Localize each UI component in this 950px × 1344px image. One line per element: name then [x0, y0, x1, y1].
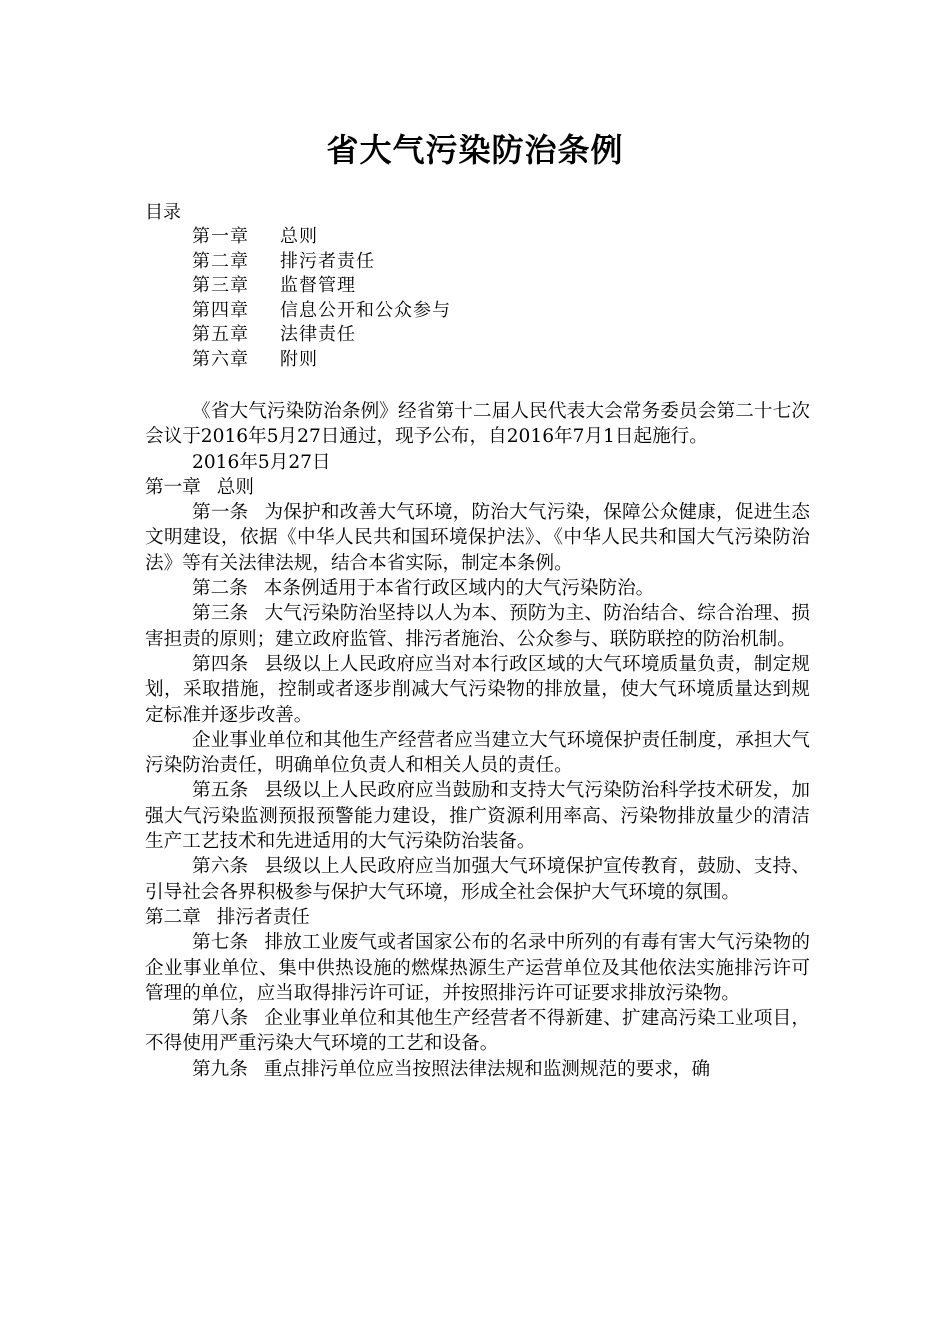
- table-of-contents: [192, 225, 451, 373]
- article-text: 大气污染防治坚持以人为本、预防为主、防治结合、综合治理、损害担责的原则；建立政府监管、排污者施治、公众参与、联防联控的防治机制。: [145, 603, 810, 650]
- article-paragraph: [145, 854, 810, 905]
- article-text: 为保护和改善大气环境，防治大气污染，保障公众健康，促进生态文明建设，依据《中华人民共和国环境保护法》、《中华人民共和国大气污染防治法》等有关法律法规，结合本省实际，制定本条例。: [145, 502, 810, 574]
- toc-chapter-number: 第三章: [192, 275, 249, 297]
- toc-chapter-number: 第五章: [192, 324, 249, 346]
- article-text: 排放工业废气或者国家公布的名录中所列的有毒有害大气污染物的企业事业单位、集中供热设施的燃煤热源生产运营单位及其他依法实施排污许可管理的单位，应当取得排污许可证，并按照排污许可证要求排放污染物。: [145, 932, 810, 1004]
- article-continuation-paragraph: 企业事业单位和其他生产经营者应当建立大气环境保护责任制度，承担大气污染防治责任，明确单位负责人和相关人员的责任。: [145, 729, 810, 777]
- article-label: 第三条: [192, 603, 249, 625]
- chapter-name: 排污者责任: [216, 906, 310, 928]
- toc-chapter-name: 总则: [280, 226, 318, 247]
- article-text: 企业事业单位和其他生产经营者不得新建、扩建高污染工业项目，不得使用严重污染大气环境的工艺和设备。: [145, 1008, 810, 1055]
- article-label: 第八条: [192, 1008, 249, 1030]
- article-paragraph: [145, 1006, 810, 1057]
- article-label: 第七条: [192, 932, 249, 954]
- article-paragraph: [145, 500, 810, 576]
- toc-item: [192, 250, 451, 275]
- article-label: 第九条: [192, 1058, 248, 1080]
- toc-chapter-number: 第一章: [192, 226, 249, 247]
- article-label: 第五条: [192, 780, 249, 802]
- toc-chapter-number: 第四章: [192, 299, 249, 321]
- toc-heading: 目录: [145, 202, 181, 223]
- toc-chapter-number: 第六章: [192, 348, 249, 370]
- article-paragraph: [145, 576, 810, 601]
- article-paragraph: [145, 1057, 810, 1082]
- document-body: [145, 399, 810, 1082]
- chapter-heading: [145, 905, 810, 930]
- chapter-name: 总则: [216, 476, 254, 498]
- article-text: 县级以上人民政府应当加强大气环境保护宣传教育，鼓励、支持、引导社会各界积极参与保护大气环境，形成全社会保护大气环境的氛围。: [145, 856, 810, 903]
- article-text: 县级以上人民政府应当鼓励和支持大气污染防治科学技术研发，加强大气污染监测预报预警能力建设，推广资源利用率高、污染物排放量少的清洁生产工艺技术和先进适用的大气污染防治装备。: [145, 780, 810, 853]
- article-label: 第四条: [192, 653, 249, 675]
- article-paragraph: [145, 930, 810, 1006]
- toc-chapter-name: 信息公开和公众参与: [280, 299, 451, 321]
- toc-chapter-name: 监督管理: [280, 275, 356, 297]
- document-title: 省大气污染防治条例: [326, 131, 624, 169]
- toc-item: [192, 274, 451, 299]
- toc-chapter-name: 法律责任: [280, 324, 356, 346]
- toc-chapter-number: 第二章: [192, 250, 249, 272]
- toc-chapter-name: 排污者责任: [280, 250, 375, 272]
- article-text: 本条例适用于本省行政区域内的大气污染防治。: [263, 578, 655, 600]
- chapter-number: 第二章: [145, 906, 201, 928]
- article-text: 重点排污单位应当按照法律法规和监测规范的要求，确: [263, 1058, 711, 1080]
- toc-chapter-name: 附则: [280, 348, 318, 370]
- toc-item: [192, 323, 451, 348]
- article-label: 第一条: [192, 502, 249, 524]
- toc-item: [192, 348, 451, 373]
- preamble-paragraph: 《省大气污染防治条例》经省第十二届人民代表大会常务委员会第二十七次会议于2016年5月27日通过，现予公布，自2016年7月1日起施行。: [145, 401, 810, 448]
- toc-item: [192, 299, 451, 324]
- article-paragraph: [145, 652, 810, 728]
- article-paragraph: [145, 778, 810, 854]
- article-paragraph: [145, 601, 810, 652]
- chapter-number: 第一章: [145, 476, 201, 498]
- chapter-heading: [145, 475, 810, 500]
- article-label: 第六条: [192, 856, 249, 878]
- article-label: 第二条: [192, 578, 248, 600]
- article-text: 县级以上人民政府应当对本行政区域的大气环境质量负责，制定规划，采取措施，控制或者逐步削减大气污染物的排放量，使大气环境质量达到规定标准并逐步改善。: [145, 653, 810, 726]
- toc-item: [192, 225, 451, 250]
- promulgation-date: 2016年5月27日: [192, 451, 331, 473]
